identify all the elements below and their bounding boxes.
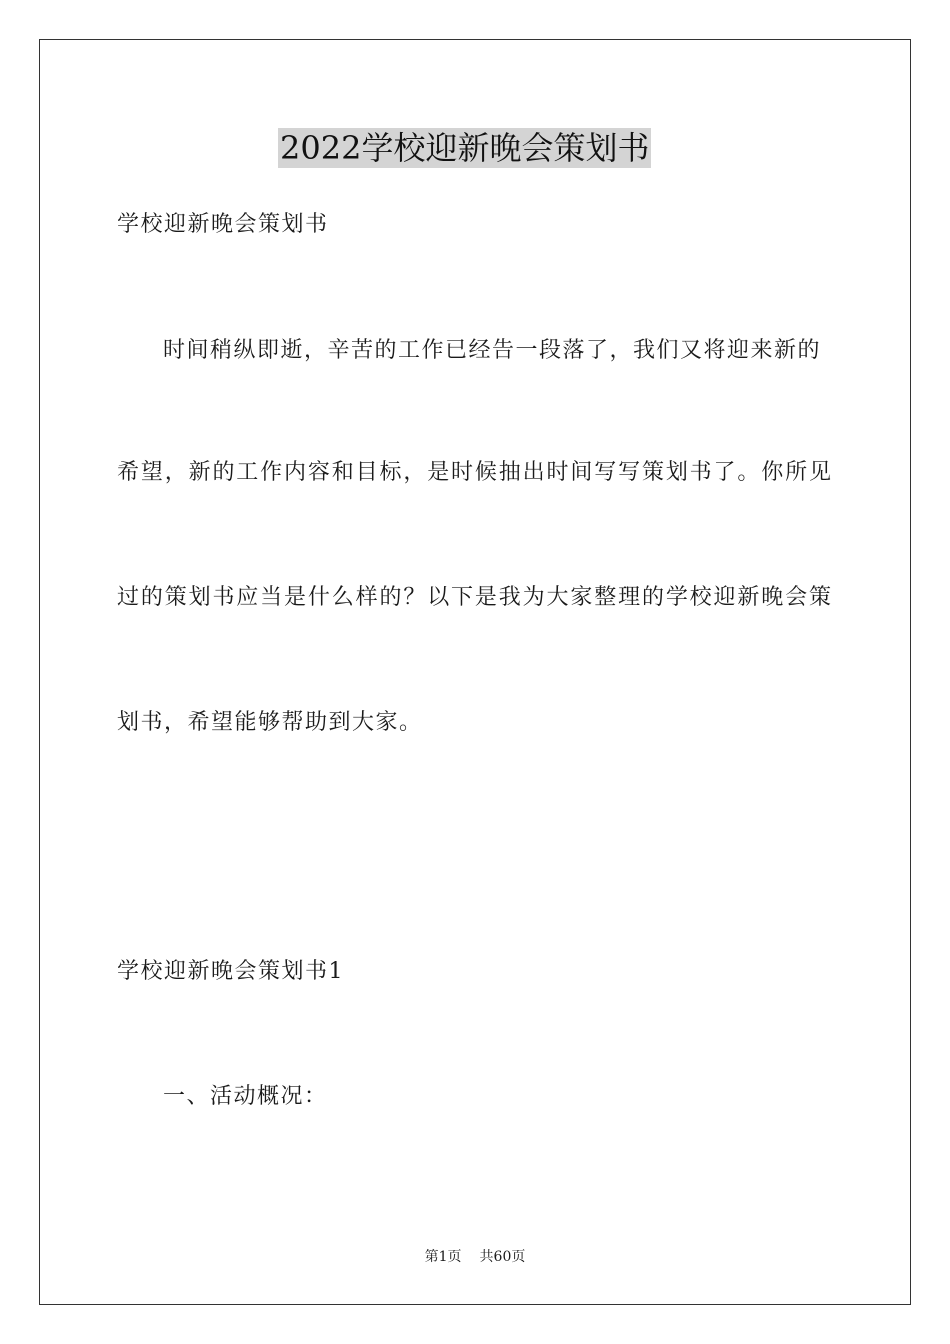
document-subtitle: 学校迎新晚会策划书 (117, 212, 329, 237)
page-number: 第1页 (424, 1249, 462, 1265)
section-heading: 学校迎新晚会策划书1 (117, 959, 344, 984)
intro-line-1: 时间稍纵即逝，辛苦的工作已经告一段落了，我们又将迎来新的 (163, 338, 822, 363)
section-item: 一、活动概况： (163, 1084, 328, 1109)
page-total: 共60页 (479, 1249, 526, 1265)
intro-line-4: 划书，希望能够帮助到大家。 (117, 710, 423, 735)
intro-line-2: 希望，新的工作内容和目标，是时候抽出时间写写策划书了。你所见 (117, 460, 831, 485)
intro-line-3: 过的策划书应当是什么样的？以下是我为大家整理的学校迎新晚会策 (117, 585, 831, 610)
document-title: 2022学校迎新晚会策划书 (280, 129, 650, 167)
page-footer (0, 1247, 950, 1267)
